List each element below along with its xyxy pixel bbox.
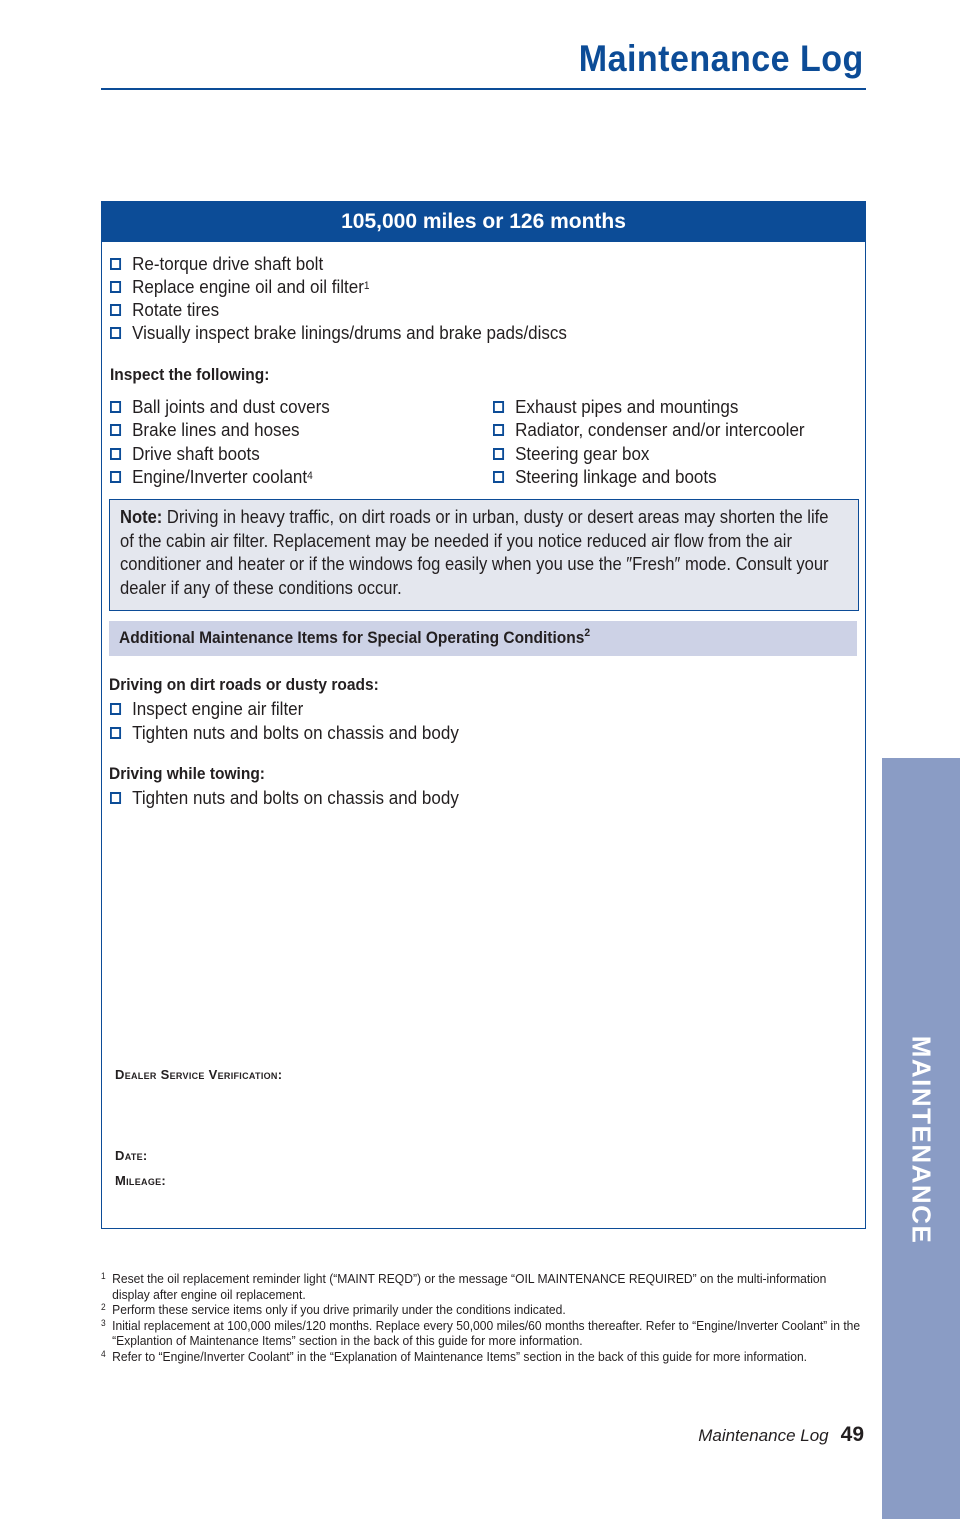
footer-label: Maintenance Log [698,1426,829,1445]
note-label: Note: [120,507,163,527]
inspect-item [110,395,330,418]
inspect-item [110,442,260,465]
item-label: Steering linkage and boots [515,466,717,487]
checkbox-icon[interactable] [110,304,121,316]
footnote: 1 Reset the oil replacement reminder light (“MAINT REQD”) or the message “OIL MAINTENANCE REQUIRED” on the multi-information display after engine oil replacement. [101,1271,827,1302]
checklist-item [110,298,219,321]
date-label: Date: [115,1148,148,1163]
item-label: Ball joints and dust covers [132,396,330,417]
checkbox-icon[interactable] [110,792,121,804]
checkbox-icon[interactable] [110,281,121,293]
item-label: Brake lines and hoses [132,419,300,440]
inspect-item: Engine/Inverter coolant $^4$ [110,465,313,488]
note-box [109,499,859,611]
special-conditions-title: Additional Maintenance Items for Special Operating Conditions [119,629,585,647]
checkbox-icon[interactable] [110,448,121,460]
dealer-verification-label: Dealer Service Verification: [115,1067,283,1082]
footnote: 4 Refer to “Engine/Inverter Coolant” in the “Explanation of Maintenance Items” section in the back of this guide for more information. [101,1348,808,1364]
checklist-item [110,252,323,275]
item-label: Tighten nuts and bolts on chassis and body [132,722,459,743]
checklist-item [110,321,567,344]
mileage-label: Mileage: [115,1173,167,1188]
item-label: Inspect engine air filter [132,698,304,719]
page-number: 49 [840,1423,864,1446]
checkbox-icon[interactable] [493,424,504,436]
checkbox-icon[interactable] [110,703,121,715]
footnote-ref: 2 [584,626,591,639]
checkbox-icon[interactable] [110,327,121,339]
page-footer [698,1423,864,1447]
special-conditions-bar [109,621,857,656]
dirt-item [110,721,459,744]
checkbox-icon[interactable] [493,471,504,483]
inspect-heading: Inspect the following: [110,366,270,384]
item-label: Steering gear box [515,443,650,464]
side-tab-label: MAINTENANCE [906,1035,937,1245]
item-label: Replace engine oil and oil filter [132,276,364,297]
towing-item [110,786,459,809]
inspect-item [493,465,717,488]
item-label: Exhaust pipes and mountings [515,396,739,417]
checkbox-icon[interactable] [493,448,504,460]
item-label: Tighten nuts and bolts on chassis and body [132,787,459,808]
item-label: Radiator, condenser and/or intercooler [515,419,805,440]
dirt-roads-heading: Driving on dirt roads or dusty roads: [109,676,379,694]
item-label: Visually inspect brake linings/drums and brake pads/discs [132,322,567,343]
inspect-item [493,418,805,441]
towing-heading: Driving while towing: [109,765,265,783]
item-label: Rotate tires [132,299,220,320]
footnote: 3 Initial replacement at 100,000 miles/120 months. Replace every 50,000 miles/60 months thereafter. Refer to “Engine/Inverter Coolant” in the “Explantion of Maintenance Items” section in the back of this guide for more information. [101,1317,861,1348]
checkbox-icon[interactable] [110,424,121,436]
inspect-item [493,395,738,418]
checklist-item: Replace engine oil and oil filter $^1$ [110,275,370,298]
note-text: Driving in heavy traffic, on dirt roads or in urban, dusty or desert areas may shorten the life of the cabin air filter. Replacement may be needed if you notice reduced air flow from the air conditioner and heater or if the windows fog easily when you use the ″Fresh″ mode. Consult your dealer if any of these conditions occur. [120,507,829,598]
checkbox-icon[interactable] [110,401,121,413]
card-header: 105,000 miles or 126 months [102,202,865,242]
page-title: Maintenance Log [579,38,864,79]
item-label: Re-torque drive shaft bolt [132,253,324,274]
checkbox-icon[interactable] [110,258,121,270]
inspect-item [493,442,649,465]
side-tab-label-wrap [882,1020,960,1260]
item-label: Drive shaft boots [132,443,260,464]
checkbox-icon[interactable] [110,727,121,739]
title-divider [101,88,866,90]
maintenance-card [101,201,866,1229]
footnote: 2 Perform these service items only if you drive primarily under the conditions indicated. [101,1302,566,1317]
dirt-item [110,697,303,720]
inspect-item [110,418,300,441]
checkbox-icon[interactable] [493,401,504,413]
footnotes [101,1271,866,1364]
item-label: Engine/Inverter coolant [132,466,308,487]
checkbox-icon[interactable] [110,471,121,483]
